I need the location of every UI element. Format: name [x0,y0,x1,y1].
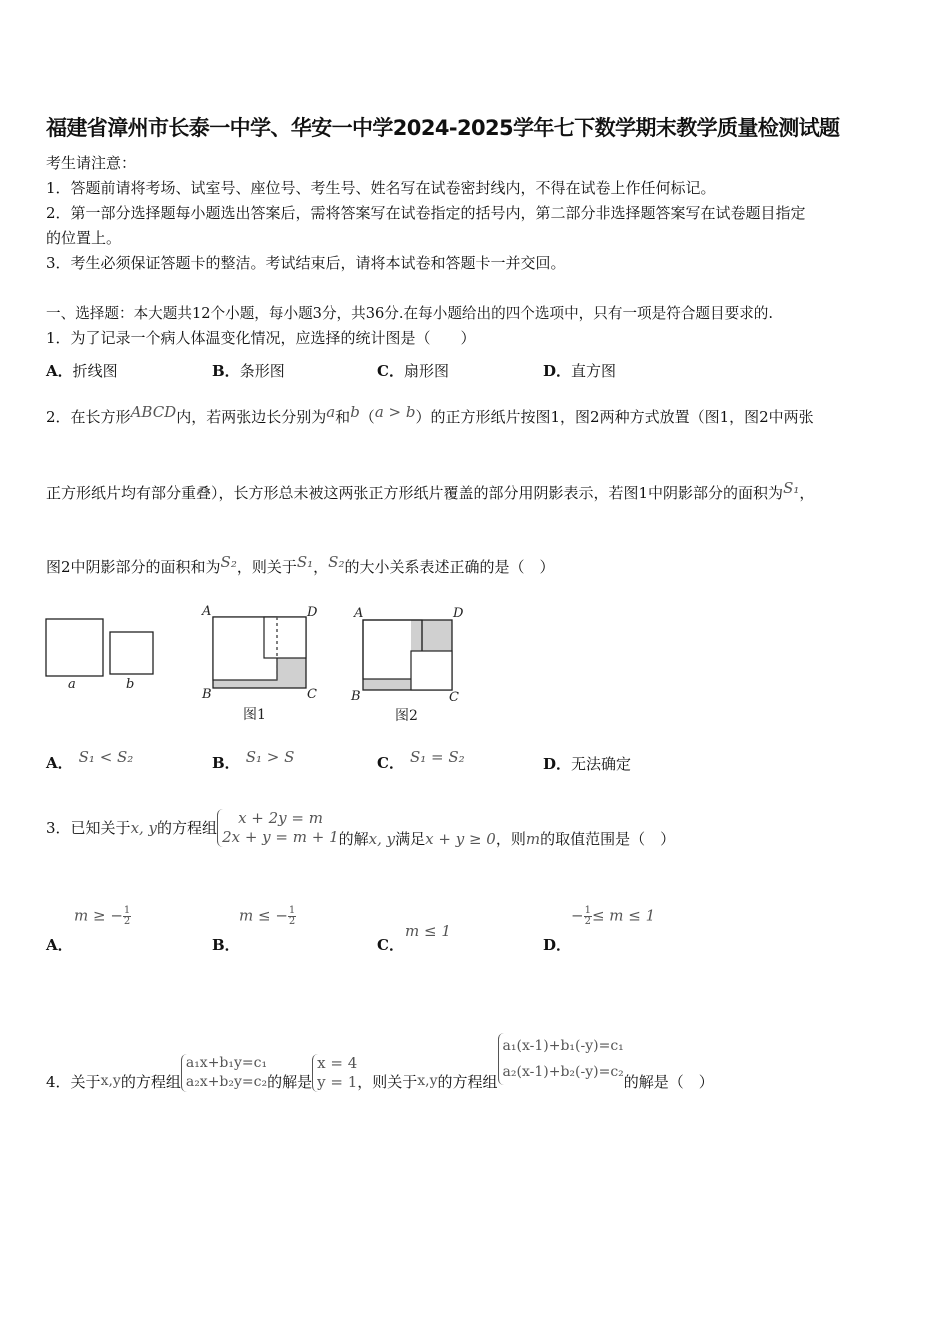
question-3 [46,806,675,849]
text: 和 [335,408,351,426]
option-label: C． [377,754,404,772]
vertex-A: A [202,604,212,619]
text: ， [799,484,815,502]
option-math: S₁ = S₂ [409,748,465,766]
question-number: 1． [46,329,71,347]
fraction [584,906,592,927]
math-s1: S₁ [296,553,314,571]
q3-option-c[interactable] [377,934,404,955]
notice-heading: 考生请注意： [46,154,137,172]
vertex-A: A [354,606,364,621]
option-math: ≤ m ≤ 1 [591,906,656,925]
text: 的大小关系表述正确的是（ ） [344,558,555,576]
equation-4: a₂(x-1)+b₂(-y)=c₂ [502,1064,624,1080]
fig2-caption: 图2 [395,708,418,724]
option-label: C． [377,362,404,380]
math-vars: x,y [100,1073,121,1089]
option-label: B． [212,754,240,772]
q3-option-c-math: m ≤ 1 [405,922,451,940]
option-label: D． [543,362,572,380]
text: 关于 [70,1072,101,1091]
option-text: 折线图 [72,362,118,380]
math-m: m [525,829,541,848]
text: ） [415,408,431,426]
option-label: B． [212,936,240,954]
text: 图2中阴影部分的面积和为 [46,558,221,576]
fraction [123,906,131,927]
solution-system [312,1054,357,1092]
option-label: B． [212,362,240,380]
q3-option-a-math [74,906,131,927]
vertex-D: D [453,606,464,621]
q1-option-b[interactable] [212,360,285,381]
solution-y: y = 1 [317,1073,358,1091]
vertex-B: B [351,689,361,704]
text: 内，若两张边长分别为 [176,408,327,426]
equation-1: a₁x+b₁y=c₁ [185,1055,268,1071]
math-a: a [326,403,336,421]
figure-1 [201,604,318,723]
notice-item: 的位置上。 [46,229,122,247]
numerator: 1 [584,905,591,916]
math-s1: S₁ [783,479,800,497]
fraction [288,906,296,927]
text: 的取值范围是（ ） [540,830,676,848]
option-math: S₁ > S [245,748,295,766]
equation-2: 2x + y = m + 1 [222,827,339,846]
equation-3: a₁(x-1)+b₁(-y)=c₁ [502,1038,624,1054]
option-text: 扇形图 [403,362,449,380]
question-stem: 为了记录一个病人体温变化情况，应选择的统计图是（ ） [70,329,476,347]
option-math: − [571,906,584,925]
question-number: 4． [46,1072,71,1091]
numerator: 1 [288,905,296,916]
denominator: 2 [584,916,591,927]
option-label: D． [543,936,572,954]
math-b: b [350,403,360,421]
fig2-square-b [411,651,452,690]
vertex-C: C [307,687,317,702]
option-label: C． [377,936,404,954]
math-condition: x + y ≥ 0 [425,829,496,848]
option-math: m ≥ − [74,906,123,925]
square-a [46,619,103,676]
vertex-C: C [449,690,459,705]
section-heading: 一、选择题：本大题共12个小题，每小题3分，共36分.在每小题给出的四个选项中，只有一项是符合题目要求的. [46,305,774,322]
q3-option-b-math [239,906,296,927]
label-b: b [126,677,135,692]
equation-system-1 [181,1054,267,1092]
option-text: 直方图 [571,362,617,380]
text: 的解是（ ） [623,1072,714,1091]
text: （ [359,408,375,426]
notice-item: 1．答题前请将考场、试室号、座位号、考生号、姓名写在试卷密封线内，不得在试卷上作任何标记。 [46,179,716,197]
q2-option-d[interactable] [543,753,631,774]
text: 的解是 [267,1072,313,1091]
square-b [110,632,153,674]
q3-option-b[interactable] [212,934,240,955]
math-s2: S₂ [328,553,345,571]
q2-option-a[interactable] [46,748,134,773]
text: 在长方形 [70,408,131,426]
option-label: D． [543,755,572,773]
option-label: A． [46,362,73,380]
option-text: 无法确定 [571,755,632,773]
math-condition: a > b [374,403,416,421]
question-2-line-2 [46,479,815,503]
math-s2: S₂ [220,553,237,571]
question-2-line-1 [46,403,814,427]
question-4 [46,1026,714,1092]
label-a: a [68,677,76,692]
notice-item: 3．考生必须保证答题卡的整洁。考试结束后，请将本试卷和答题卡一并交回。 [46,254,566,272]
fig1-caption: 图1 [243,707,266,723]
option-text: 条形图 [239,362,285,380]
option-math: S₁ < S₂ [78,748,134,766]
q3-option-a[interactable] [46,934,73,955]
text: 的方程组 [120,1072,181,1091]
math-vars: x, y [130,818,158,837]
numerator: 1 [123,905,131,916]
q1-option-c[interactable] [377,360,449,381]
equation-system [217,809,339,847]
equation-system-2 [498,1033,624,1085]
denominator: 2 [123,916,131,927]
text: 的解 [338,830,369,848]
q2-option-b[interactable] [212,748,295,773]
question-2-line-3 [46,553,555,577]
notice-item: 2．第一部分选择题每小题选出答案后，需将答案写在试卷指定的括号内，第二部分非选择题答案写在试卷题目指定 [46,204,806,222]
text: 的正方形纸片按图1，图2两种方式放置（图1，图2中两张 [430,408,814,426]
text: 正方形纸片均有部分重叠），长方形总未被这两张正方形纸片覆盖的部分用阴影表示，若图1中阴影部分的面积为 [46,484,784,502]
vertex-B: B [202,687,212,702]
text: ， [313,558,329,576]
math-vars: x,y [417,1073,438,1089]
text: 已知关于 [70,819,131,837]
option-label: A． [46,754,73,772]
denominator: 2 [288,916,296,927]
text: ，则关于 [236,558,297,576]
option-math: m ≤ − [239,906,288,925]
q2-figures [40,600,480,730]
q3-option-d[interactable] [543,934,571,955]
q3-option-d-math [571,906,655,927]
text: ，则 [495,830,526,848]
equation-1: x + 2y = m [238,808,323,827]
figure-2 [350,606,464,724]
q2-option-c[interactable] [377,748,465,773]
question-1 [46,327,476,348]
question-number: 3． [46,819,71,837]
math-rect: ABCD [130,403,177,421]
fig1-square-b [264,617,306,658]
equation-2: a₂x+b₂y=c₂ [185,1074,268,1090]
text: 的方程组 [157,819,218,837]
text: 满足 [395,830,426,848]
text: 的方程组 [437,1072,498,1091]
page-title: 福建省漳州市长泰一中学、华安一中学2024-2025学年七下数学期末教学质量检测试题 [46,116,840,140]
option-label: A． [46,936,73,954]
question-number: 2． [46,408,71,426]
text: ，则关于 [357,1072,418,1091]
q1-option-a[interactable] [46,360,118,381]
solution-x: x = 4 [317,1054,358,1072]
math-vars: x, y [368,829,396,848]
vertex-D: D [307,605,318,620]
q1-option-d[interactable] [543,360,616,381]
